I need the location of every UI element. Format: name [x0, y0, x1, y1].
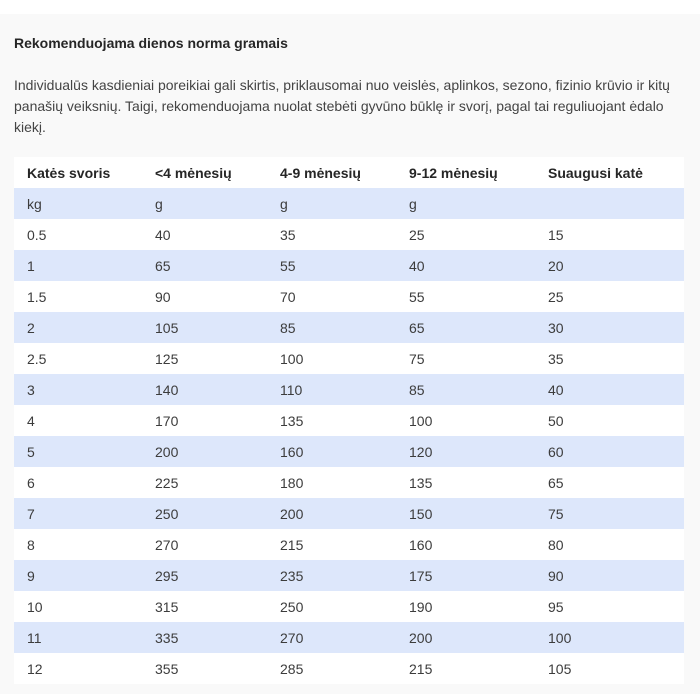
- cell-9-12-months: 40: [396, 250, 535, 281]
- cell-adult: 75: [535, 498, 684, 529]
- cell-4-9-months: 110: [267, 374, 396, 405]
- cell-9-12-months: 175: [396, 560, 535, 591]
- cell-under-4-months: 140: [142, 374, 267, 405]
- cell-weight: 5: [14, 436, 142, 467]
- table-row: [14, 591, 684, 622]
- cell-9-12-months: 55: [396, 281, 535, 312]
- cell-adult: 90: [535, 560, 684, 591]
- cell-4-9-months: 100: [267, 343, 396, 374]
- cell-9-12-months: 25: [396, 219, 535, 250]
- table-row: [14, 498, 684, 529]
- cell-under-4-months: 200: [142, 436, 267, 467]
- cell-under-4-months: 295: [142, 560, 267, 591]
- cell-4-9-months: 160: [267, 436, 396, 467]
- cell-weight: 1.5: [14, 281, 142, 312]
- cell-4-9-months: 200: [267, 498, 396, 529]
- cell-under-4-months: 40: [142, 219, 267, 250]
- cell-adult: [535, 188, 684, 219]
- cell-9-12-months: 100: [396, 405, 535, 436]
- cell-9-12-months: g: [396, 188, 535, 219]
- cell-weight: 2.5: [14, 343, 142, 374]
- cell-under-4-months: 225: [142, 467, 267, 498]
- cell-4-9-months: 285: [267, 653, 396, 684]
- cell-under-4-months: 335: [142, 622, 267, 653]
- cell-adult: 60: [535, 436, 684, 467]
- content-panel: [0, 14, 700, 694]
- cell-weight: 1: [14, 250, 142, 281]
- cell-weight: 7: [14, 498, 142, 529]
- section-heading: Rekomenduojama dienos norma gramais: [14, 35, 288, 51]
- table-row: [14, 219, 684, 250]
- table-body: [14, 188, 684, 684]
- cell-adult: 105: [535, 653, 684, 684]
- cell-adult: 65: [535, 467, 684, 498]
- cell-4-9-months: 250: [267, 591, 396, 622]
- cell-4-9-months: 180: [267, 467, 396, 498]
- table-row: [14, 312, 684, 343]
- cell-under-4-months: 250: [142, 498, 267, 529]
- cell-under-4-months: 270: [142, 529, 267, 560]
- cell-4-9-months: 270: [267, 622, 396, 653]
- cell-adult: 100: [535, 622, 684, 653]
- cell-4-9-months: 135: [267, 405, 396, 436]
- cell-under-4-months: 170: [142, 405, 267, 436]
- cell-9-12-months: 75: [396, 343, 535, 374]
- table-row: [14, 250, 684, 281]
- cell-9-12-months: 215: [396, 653, 535, 684]
- cell-4-9-months: 35: [267, 219, 396, 250]
- table-row: [14, 374, 684, 405]
- cell-adult: 50: [535, 405, 684, 436]
- table-row: [14, 529, 684, 560]
- cell-9-12-months: 190: [396, 591, 535, 622]
- table-row: [14, 281, 684, 312]
- header-cat-weight: Katės svoris: [14, 157, 142, 188]
- table-row: [14, 343, 684, 374]
- header-under-4-months: <4 mėnesių: [142, 157, 267, 188]
- cell-weight: 9: [14, 560, 142, 591]
- cell-4-9-months: 70: [267, 281, 396, 312]
- cell-under-4-months: 125: [142, 343, 267, 374]
- cell-weight: 8: [14, 529, 142, 560]
- feeding-norms-table: [14, 157, 684, 684]
- cell-weight: 4: [14, 405, 142, 436]
- cell-9-12-months: 150: [396, 498, 535, 529]
- cell-under-4-months: 105: [142, 312, 267, 343]
- cell-weight: kg: [14, 188, 142, 219]
- cell-4-9-months: g: [267, 188, 396, 219]
- intro-paragraph: Individualūs kasdieniai poreikiai gali skirtis, priklausomai nuo veislės, aplinkos, sezono, fizinio krūvio ir kitų panašių veiksnių. Taigi, rekomenduojama nuolat stebėti gyvūno būklę ir svorį, pagal tai reguliuojant ėdalo kiekį.: [14, 77, 670, 135]
- cell-under-4-months: g: [142, 188, 267, 219]
- table-row: [14, 653, 684, 684]
- cell-4-9-months: 85: [267, 312, 396, 343]
- cell-adult: 95: [535, 591, 684, 622]
- cell-adult: 35: [535, 343, 684, 374]
- units-row: [14, 188, 684, 219]
- table-row: [14, 467, 684, 498]
- cell-weight: 2: [14, 312, 142, 343]
- cell-9-12-months: 85: [396, 374, 535, 405]
- table-row: [14, 405, 684, 436]
- cell-4-9-months: 235: [267, 560, 396, 591]
- cell-adult: 20: [535, 250, 684, 281]
- cell-adult: 40: [535, 374, 684, 405]
- cell-9-12-months: 160: [396, 529, 535, 560]
- cell-under-4-months: 90: [142, 281, 267, 312]
- cell-weight: 0.5: [14, 219, 142, 250]
- header-adult-cat: Suaugusi katė: [535, 157, 684, 188]
- header-4-9-months: 4-9 mėnesių: [267, 157, 396, 188]
- cell-adult: 25: [535, 281, 684, 312]
- table-row: [14, 560, 684, 591]
- cell-weight: 11: [14, 622, 142, 653]
- cell-adult: 30: [535, 312, 684, 343]
- cell-9-12-months: 65: [396, 312, 535, 343]
- table-row: [14, 436, 684, 467]
- cell-weight: 6: [14, 467, 142, 498]
- header-9-12-months: 9-12 mėnesių: [396, 157, 535, 188]
- cell-9-12-months: 120: [396, 436, 535, 467]
- cell-4-9-months: 215: [267, 529, 396, 560]
- table-header-row: [14, 157, 684, 188]
- table-row: [14, 622, 684, 653]
- cell-under-4-months: 65: [142, 250, 267, 281]
- cell-weight: 3: [14, 374, 142, 405]
- cell-weight: 12: [14, 653, 142, 684]
- cell-under-4-months: 355: [142, 653, 267, 684]
- cell-under-4-months: 315: [142, 591, 267, 622]
- cell-4-9-months: 55: [267, 250, 396, 281]
- cell-weight: 10: [14, 591, 142, 622]
- cell-9-12-months: 200: [396, 622, 535, 653]
- cell-adult: 80: [535, 529, 684, 560]
- cell-9-12-months: 135: [396, 467, 535, 498]
- cell-adult: 15: [535, 219, 684, 250]
